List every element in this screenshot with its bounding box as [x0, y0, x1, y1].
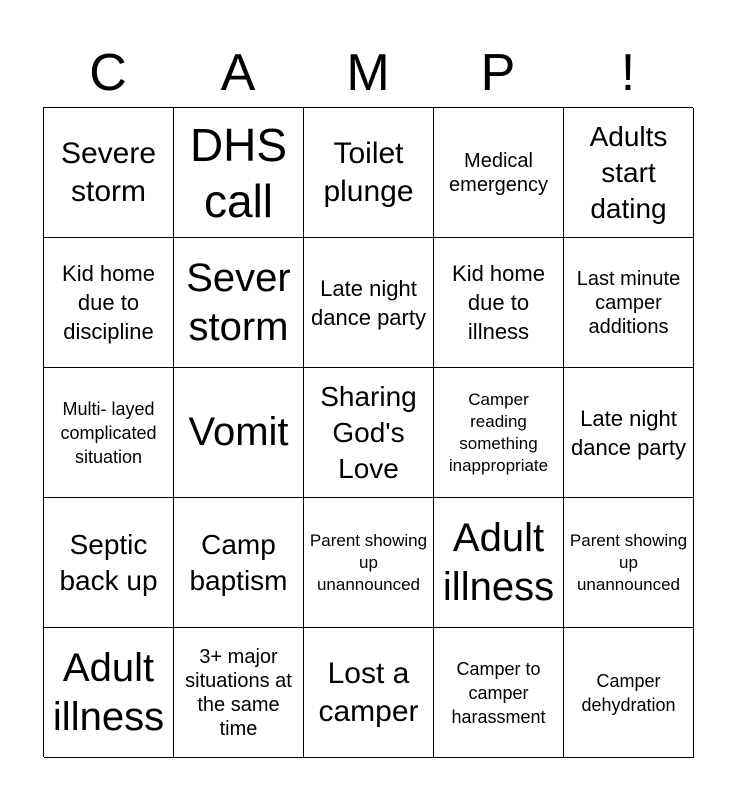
cell-label: Adult illness	[52, 645, 165, 739]
cell-label: 3+ major situations at the same time	[185, 645, 292, 740]
bingo-cell-r2c2[interactable]	[174, 238, 304, 368]
bingo-cell-r5c4[interactable]	[434, 628, 564, 758]
cell-label: Septic back up	[59, 528, 158, 596]
cell-label: DHS call	[189, 118, 288, 227]
bingo-cell-r3c4[interactable]	[434, 368, 564, 498]
bingo-cell-r2c5[interactable]	[564, 238, 694, 368]
bingo-cell-r4c2[interactable]	[174, 498, 304, 628]
title-letter-p: P	[480, 44, 516, 102]
bingo-cell-r5c5[interactable]	[564, 628, 694, 758]
bingo-cell-r1c2[interactable]	[174, 108, 304, 238]
cell-label: Parent showing up unannounced	[309, 530, 428, 594]
cell-label: Sever storm	[186, 255, 291, 349]
cell-label: Adult illness	[442, 515, 555, 609]
bingo-cell-r1c4[interactable]	[434, 108, 564, 238]
cell-label: Lost a camper	[318, 656, 419, 728]
title-letter-a: A	[220, 44, 256, 102]
bingo-cell-r1c5[interactable]	[564, 108, 694, 238]
bingo-cell-r5c2[interactable]	[174, 628, 304, 758]
cell-label: Toilet plunge	[323, 136, 414, 208]
cell-label: Last minute camper additions	[576, 267, 681, 338]
cell-label: Late night dance party	[571, 405, 686, 460]
cell-label: Camper dehydration	[581, 670, 676, 715]
title-letter-c: C	[89, 44, 127, 102]
cell-label: Late night dance party	[311, 275, 426, 330]
cell-label: Camper reading something inappropriate	[448, 389, 549, 475]
cell-label: Camp baptism	[189, 528, 288, 596]
bingo-title	[43, 38, 693, 108]
title-letter-m: M	[346, 44, 390, 102]
cell-label: Kid home due to discipline	[62, 261, 155, 344]
bingo-cell-r3c2[interactable]	[174, 368, 304, 498]
bingo-cell-r2c3[interactable]	[304, 238, 434, 368]
bingo-cell-r3c3[interactable]	[304, 368, 434, 498]
cell-label: Kid home due to illness	[452, 261, 545, 344]
bingo-cell-r2c1[interactable]	[44, 238, 174, 368]
cell-label: Severe storm	[60, 136, 157, 208]
cell-label: Camper to camper harassment	[451, 658, 546, 727]
bingo-cell-r4c3[interactable]	[304, 498, 434, 628]
cell-label: Medical emergency	[449, 149, 548, 196]
bingo-cell-r3c1[interactable]	[44, 368, 174, 498]
bingo-board	[43, 107, 693, 757]
bingo-cell-r4c5[interactable]	[564, 498, 694, 628]
bingo-cell-r1c3[interactable]	[304, 108, 434, 238]
cell-label: Multi- layed complicated situation	[60, 398, 157, 467]
bingo-cell-r1c1[interactable]	[44, 108, 174, 238]
bingo-cell-r5c1[interactable]	[44, 628, 174, 758]
bingo-cell-r5c3[interactable]	[304, 628, 434, 758]
bingo-cell-r4c4[interactable]	[434, 498, 564, 628]
bingo-cell-r4c1[interactable]	[44, 498, 174, 628]
bingo-cell-r3c5[interactable]	[564, 368, 694, 498]
title-letter-exclamation: !	[620, 44, 636, 102]
cell-label: Parent showing up unannounced	[569, 530, 688, 594]
cell-label: Adults start dating	[589, 120, 668, 224]
cell-label: Sharing God's Love	[320, 380, 417, 484]
cell-label: Vomit	[188, 410, 289, 454]
bingo-cell-r2c4[interactable]	[434, 238, 564, 368]
